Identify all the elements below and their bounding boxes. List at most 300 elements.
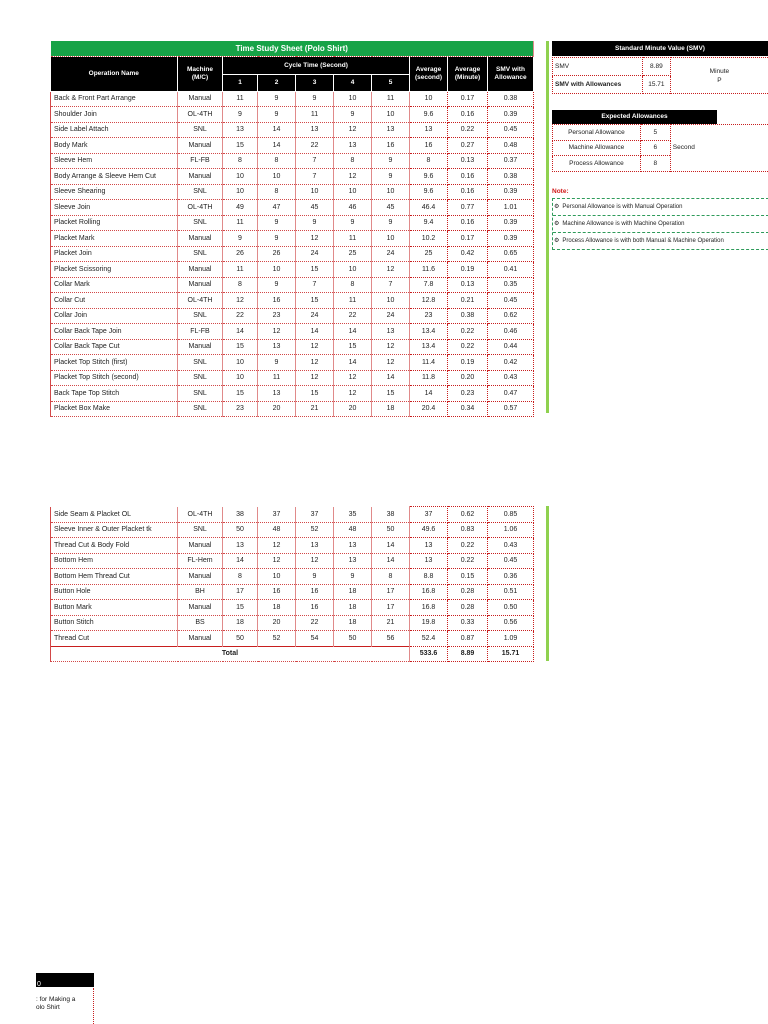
cycle-time-cell: 17: [223, 584, 258, 600]
smv-cell: 0.45: [488, 553, 534, 569]
avg-second-cell: 10.2: [410, 231, 448, 247]
cycle-time-cell: 11: [223, 215, 258, 231]
cycle-time-cell: 13: [223, 122, 258, 138]
operation-name: Bottom Hem Thread Cut: [51, 569, 178, 585]
cycle-time-cell: 13: [258, 339, 296, 355]
smv-cell: 0.51: [488, 584, 534, 600]
cycle-time-cell: 15: [223, 138, 258, 154]
note-item: ⚙ Process Allowance is with both Manual & Machine Operation: [554, 238, 724, 244]
avg-minute-cell: 0.27: [448, 138, 488, 154]
cycle-time-cell: 22: [296, 615, 334, 631]
cycle-time-cell: 9: [334, 107, 372, 123]
thumbnail-caption: : for Making a olo Shirt: [36, 996, 76, 1011]
table-row: [51, 370, 534, 386]
header-avg-minute: Average (Minute): [448, 56, 488, 91]
cycle-time-cell: 12: [372, 355, 410, 371]
machine-cell: OL-4TH: [178, 107, 223, 123]
smv-cell: 0.50: [488, 600, 534, 616]
cycle-time-cell: 52: [258, 631, 296, 647]
machine-cell: FL-FB: [178, 324, 223, 340]
avg-minute-cell: 0.21: [448, 293, 488, 309]
smv-cell: 0.39: [488, 107, 534, 123]
cycle-time-cell: 26: [223, 246, 258, 262]
cycle-time-cell: 15: [296, 386, 334, 402]
operation-name: Side Label Attach: [51, 122, 178, 138]
cycle-time-cell: 14: [334, 355, 372, 371]
cycle-time-cell: 8: [334, 153, 372, 169]
operation-name: Placket Join: [51, 246, 178, 262]
cycle-time-cell: 9: [223, 107, 258, 123]
cycle-time-cell: 15: [223, 339, 258, 355]
cycle-time-cell: 15: [296, 293, 334, 309]
machine-cell: SNL: [178, 386, 223, 402]
header-smv-allowance: SMV with Allowance: [488, 56, 534, 91]
avg-second-cell: 52.4: [410, 631, 448, 647]
operation-name: Collar Back Tape Cut: [51, 339, 178, 355]
cycle-time-cell: 13: [258, 386, 296, 402]
cycle-time-cell: 18: [334, 615, 372, 631]
cycle-time-cell: 9: [372, 153, 410, 169]
personal-allowance-value: 5: [640, 125, 670, 141]
avg-minute-cell: 0.17: [448, 91, 488, 107]
smv-cell: 0.39: [488, 184, 534, 200]
cycle-time-cell: 13: [334, 538, 372, 554]
cycle-time-cell: 12: [334, 370, 372, 386]
cycle-time-cell: 8: [372, 569, 410, 585]
cycle-time-cell: 14: [372, 370, 410, 386]
thumbnail-border: [93, 988, 94, 1024]
cycle-time-cell: 20: [334, 401, 372, 417]
avg-second-cell: 13: [410, 553, 448, 569]
cycle-time-cell: 13: [372, 122, 410, 138]
cycle-time-cell: 14: [258, 138, 296, 154]
cycle-time-cell: 25: [334, 246, 372, 262]
smv-cell: 0.44: [488, 339, 534, 355]
machine-cell: SNL: [178, 355, 223, 371]
cycle-time-cell: 10: [223, 355, 258, 371]
cycle-time-cell: 50: [372, 522, 410, 538]
cycle-time-cell: 12: [296, 553, 334, 569]
cycle-time-cell: 12: [296, 370, 334, 386]
cycle-time-cell: 12: [334, 169, 372, 185]
machine-cell: Manual: [178, 262, 223, 278]
cycle-time-cell: 14: [296, 324, 334, 340]
cycle-time-cell: 22: [223, 308, 258, 324]
cycle-time-cell: 48: [334, 522, 372, 538]
table-row: [51, 507, 534, 523]
cycle-time-cell: 10: [258, 262, 296, 278]
thumbnail-header: 0: [36, 973, 94, 987]
cycle-time-cell: 8: [258, 184, 296, 200]
avg-minute-cell: 0.16: [448, 107, 488, 123]
table-row: [51, 215, 534, 231]
machine-cell: SNL: [178, 401, 223, 417]
total-smv: 15.71: [488, 646, 534, 662]
smv-allowance-label: SMV with Allowances: [553, 76, 643, 94]
machine-cell: Manual: [178, 600, 223, 616]
header-cycle-5: 5: [372, 74, 410, 91]
table-row: [51, 553, 534, 569]
smv-cell: 0.38: [488, 169, 534, 185]
table-row: [51, 153, 534, 169]
cycle-time-cell: 16: [296, 584, 334, 600]
cycle-time-cell: 45: [296, 200, 334, 216]
header-cycle-1: 1: [223, 74, 258, 91]
cycle-time-cell: 18: [258, 600, 296, 616]
header-cycle-2: 2: [258, 74, 296, 91]
avg-second-cell: 46.4: [410, 200, 448, 216]
cycle-time-cell: 7: [296, 277, 334, 293]
cycle-time-cell: 37: [258, 507, 296, 523]
smv-cell: 0.36: [488, 569, 534, 585]
cycle-time-cell: 10: [223, 184, 258, 200]
operation-name: Thread Cut: [51, 631, 178, 647]
machine-cell: Manual: [178, 169, 223, 185]
operation-name: Button Mark: [51, 600, 178, 616]
table-row: [51, 122, 534, 138]
header-machine: Machine (M/C): [178, 56, 223, 91]
table-row: [51, 262, 534, 278]
operation-name: Placket Top Stitch (second): [51, 370, 178, 386]
table-row: [51, 355, 534, 371]
avg-minute-cell: 0.20: [448, 370, 488, 386]
cycle-time-cell: 8: [258, 153, 296, 169]
smv-cell: 0.57: [488, 401, 534, 417]
machine-cell: OL-4TH: [178, 293, 223, 309]
bullet-icon: ⚙: [554, 204, 560, 210]
cycle-time-cell: 37: [296, 507, 334, 523]
cycle-time-cell: 10: [258, 569, 296, 585]
cycle-time-cell: 10: [223, 370, 258, 386]
smv-cell: 0.45: [488, 122, 534, 138]
avg-minute-cell: 0.22: [448, 339, 488, 355]
avg-second-cell: 19.8: [410, 615, 448, 631]
cycle-time-cell: 16: [372, 138, 410, 154]
avg-second-cell: 13.4: [410, 339, 448, 355]
table-row: [51, 386, 534, 402]
smv-cell: 0.45: [488, 293, 534, 309]
cycle-time-cell: 49: [223, 200, 258, 216]
cycle-time-cell: 10: [334, 184, 372, 200]
cycle-time-cell: 11: [223, 91, 258, 107]
machine-cell: SNL: [178, 522, 223, 538]
smv-cell: 0.41: [488, 262, 534, 278]
cycle-time-cell: 15: [372, 386, 410, 402]
avg-minute-cell: 0.22: [448, 538, 488, 554]
note-item: ⚙ Machine Allowance is with Machine Operation: [553, 216, 768, 233]
cycle-time-cell: 10: [372, 107, 410, 123]
cycle-time-cell: 14: [372, 553, 410, 569]
operation-name: Back Tape Top Stitch: [51, 386, 178, 402]
avg-second-cell: 8: [410, 153, 448, 169]
header-cycle-4: 4: [334, 74, 372, 91]
cycle-time-cell: 12: [296, 231, 334, 247]
avg-second-cell: 25: [410, 246, 448, 262]
separator-bar: [546, 506, 549, 661]
cycle-time-cell: 14: [334, 324, 372, 340]
machine-cell: BS: [178, 615, 223, 631]
avg-minute-cell: 0.42: [448, 246, 488, 262]
avg-minute-cell: 0.19: [448, 262, 488, 278]
smv-cell: 1.06: [488, 522, 534, 538]
smv-cell: 0.62: [488, 308, 534, 324]
table-row: [51, 246, 534, 262]
machine-cell: SNL: [178, 122, 223, 138]
operation-name: Sleeve Hem: [51, 153, 178, 169]
cycle-time-cell: 10: [372, 231, 410, 247]
avg-minute-cell: 0.16: [448, 169, 488, 185]
smv-cell: 0.43: [488, 370, 534, 386]
smv-cell: 0.35: [488, 277, 534, 293]
avg-minute-cell: 0.22: [448, 122, 488, 138]
cycle-time-cell: 13: [296, 122, 334, 138]
separator-bar: [546, 41, 549, 413]
operation-name: Bottom Hem: [51, 553, 178, 569]
notes-list: [552, 198, 768, 250]
cycle-time-cell: 9: [258, 91, 296, 107]
avg-second-cell: 49.6: [410, 522, 448, 538]
avg-second-cell: 9.6: [410, 107, 448, 123]
operation-name: Button Stitch: [51, 615, 178, 631]
cycle-time-cell: 9: [372, 169, 410, 185]
sheet-title: Time Study Sheet (Polo Shirt): [51, 41, 534, 56]
time-study-table: [50, 41, 534, 417]
cycle-time-cell: 20: [258, 401, 296, 417]
cycle-time-cell: 13: [334, 138, 372, 154]
avg-second-cell: 13.4: [410, 324, 448, 340]
table-row: [51, 324, 534, 340]
cycle-time-cell: 8: [334, 277, 372, 293]
cycle-time-cell: 9: [334, 215, 372, 231]
avg-minute-cell: 0.87: [448, 631, 488, 647]
operation-name: Collar Cut: [51, 293, 178, 309]
cycle-time-cell: 9: [296, 569, 334, 585]
table-row: [51, 308, 534, 324]
cycle-time-cell: 10: [372, 184, 410, 200]
table-row: [51, 600, 534, 616]
operation-name: Sleeve Inner & Outer Placket tk: [51, 522, 178, 538]
cycle-time-cell: 24: [372, 246, 410, 262]
cycle-time-cell: 13: [334, 553, 372, 569]
table-row: [51, 231, 534, 247]
allowance-row: [553, 125, 768, 141]
avg-second-cell: 11.6: [410, 262, 448, 278]
avg-minute-cell: 0.34: [448, 401, 488, 417]
smv-cell: 0.39: [488, 231, 534, 247]
total-row: [51, 646, 534, 662]
operation-name: Sleeve Join: [51, 200, 178, 216]
cycle-time-cell: 11: [334, 231, 372, 247]
cycle-time-cell: 12: [296, 339, 334, 355]
machine-cell: Manual: [178, 277, 223, 293]
table-row: [51, 107, 534, 123]
avg-second-cell: 16.8: [410, 600, 448, 616]
cycle-time-cell: 17: [372, 584, 410, 600]
avg-minute-cell: 0.16: [448, 184, 488, 200]
machine-cell: SNL: [178, 215, 223, 231]
cycle-time-cell: 18: [334, 584, 372, 600]
cycle-time-cell: 12: [258, 538, 296, 554]
cycle-time-cell: 12: [223, 293, 258, 309]
smv-cell: 1.01: [488, 200, 534, 216]
cycle-time-cell: 9: [296, 91, 334, 107]
operation-name: Back & Front Part Arrange: [51, 91, 178, 107]
cycle-time-cell: 12: [372, 262, 410, 278]
avg-minute-cell: 0.22: [448, 553, 488, 569]
avg-second-cell: 8.8: [410, 569, 448, 585]
avg-second-cell: 11.4: [410, 355, 448, 371]
personal-allowance-label: Personal Allowance: [553, 125, 641, 141]
avg-minute-cell: 0.13: [448, 277, 488, 293]
avg-minute-cell: 0.13: [448, 153, 488, 169]
cycle-time-cell: 47: [258, 200, 296, 216]
cycle-time-cell: 10: [258, 169, 296, 185]
cycle-time-cell: 14: [223, 553, 258, 569]
smv-cell: 0.39: [488, 215, 534, 231]
table-row: [51, 200, 534, 216]
avg-second-cell: 12.8: [410, 293, 448, 309]
cycle-time-cell: 7: [296, 153, 334, 169]
cycle-time-cell: 11: [372, 91, 410, 107]
smv-row: [553, 58, 768, 76]
allowance-unit: Second: [670, 125, 768, 172]
cycle-time-cell: 22: [296, 138, 334, 154]
cycle-time-cell: 12: [258, 553, 296, 569]
machine-cell: Manual: [178, 631, 223, 647]
operation-name: Placket Scissoring: [51, 262, 178, 278]
cycle-time-cell: 18: [223, 615, 258, 631]
machine-cell: OL-4TH: [178, 200, 223, 216]
avg-second-cell: 9.4: [410, 215, 448, 231]
cycle-time-cell: 50: [334, 631, 372, 647]
cycle-time-cell: 15: [296, 262, 334, 278]
table-row: [51, 169, 534, 185]
table-row: [51, 138, 534, 154]
total-avg-second: 533.6: [410, 646, 448, 662]
cycle-time-cell: 13: [296, 538, 334, 554]
total-avg-minute: 8.89: [448, 646, 488, 662]
cycle-time-cell: 21: [372, 615, 410, 631]
cycle-time-cell: 35: [334, 507, 372, 523]
avg-second-cell: 16.8: [410, 584, 448, 600]
cycle-time-cell: 9: [258, 277, 296, 293]
avg-minute-cell: 0.33: [448, 615, 488, 631]
cycle-time-cell: 9: [258, 107, 296, 123]
smv-value: 8.89: [642, 58, 670, 76]
cycle-time-cell: 9: [296, 215, 334, 231]
bullet-icon: ⚙: [554, 238, 560, 244]
cycle-time-cell: 12: [296, 355, 334, 371]
table-row: [51, 277, 534, 293]
table-row: [51, 184, 534, 200]
cycle-time-cell: 16: [258, 293, 296, 309]
cycle-time-cell: 46: [334, 200, 372, 216]
cycle-time-cell: 13: [372, 324, 410, 340]
cycle-time-cell: 14: [372, 538, 410, 554]
operation-name: Collar Back Tape Join: [51, 324, 178, 340]
avg-minute-cell: 0.77: [448, 200, 488, 216]
time-study-table-continued: [50, 506, 534, 662]
cycle-time-cell: 12: [334, 386, 372, 402]
machine-cell: Manual: [178, 231, 223, 247]
operation-name: Side Seam & Placket OL: [51, 507, 178, 523]
note-label: Note:: [552, 188, 569, 195]
machine-cell: SNL: [178, 308, 223, 324]
cycle-time-cell: 16: [258, 584, 296, 600]
machine-cell: FL-FB: [178, 153, 223, 169]
machine-cell: SNL: [178, 246, 223, 262]
avg-second-cell: 13: [410, 122, 448, 138]
machine-cell: SNL: [178, 184, 223, 200]
cycle-time-cell: 11: [334, 293, 372, 309]
cycle-time-cell: 15: [223, 386, 258, 402]
operation-name: Collar Join: [51, 308, 178, 324]
cycle-time-cell: 24: [372, 308, 410, 324]
bullet-icon: ⚙: [554, 221, 560, 227]
operation-name: Body Mark: [51, 138, 178, 154]
machine-cell: Manual: [178, 538, 223, 554]
machine-cell: Manual: [178, 339, 223, 355]
avg-second-cell: 7.8: [410, 277, 448, 293]
smv-panel-title: Standard Minute Value (SMV): [552, 41, 768, 56]
operation-name: Shoulder Join: [51, 107, 178, 123]
cycle-time-cell: 8: [223, 153, 258, 169]
avg-minute-cell: 0.16: [448, 215, 488, 231]
table-row: [51, 339, 534, 355]
avg-second-cell: 14: [410, 386, 448, 402]
process-allowance-value: 8: [640, 156, 670, 172]
table-row: [51, 584, 534, 600]
machine-cell: FL-Hem: [178, 553, 223, 569]
cycle-time-cell: 18: [372, 401, 410, 417]
avg-second-cell: 9.6: [410, 169, 448, 185]
machine-cell: Manual: [178, 91, 223, 107]
cycle-time-cell: 22: [334, 308, 372, 324]
cycle-time-cell: 15: [334, 339, 372, 355]
machine-cell: SNL: [178, 370, 223, 386]
avg-minute-cell: 0.17: [448, 231, 488, 247]
table-row: [51, 401, 534, 417]
cycle-time-cell: 24: [296, 246, 334, 262]
cycle-time-cell: 16: [296, 600, 334, 616]
smv-cell: 0.85: [488, 507, 534, 523]
smv-cell: 0.65: [488, 246, 534, 262]
machine-cell: BH: [178, 584, 223, 600]
table-row: [51, 538, 534, 554]
cycle-time-cell: 11: [223, 262, 258, 278]
smv-cell: 0.38: [488, 91, 534, 107]
operation-name: Body Arrange & Sleeve Hem Cut: [51, 169, 178, 185]
smv-cell: 1.09: [488, 631, 534, 647]
cycle-time-cell: 12: [372, 339, 410, 355]
avg-minute-cell: 0.28: [448, 600, 488, 616]
cycle-time-cell: 17: [372, 600, 410, 616]
cycle-time-cell: 23: [258, 308, 296, 324]
avg-second-cell: 9.6: [410, 184, 448, 200]
cycle-time-cell: 45: [372, 200, 410, 216]
avg-second-cell: 11.8: [410, 370, 448, 386]
avg-minute-cell: 0.23: [448, 386, 488, 402]
avg-minute-cell: 0.62: [448, 507, 488, 523]
cycle-time-cell: 24: [296, 308, 334, 324]
cycle-time-cell: 9: [258, 215, 296, 231]
machine-cell: OL-4TH: [178, 507, 223, 523]
cycle-time-cell: 7: [372, 277, 410, 293]
avg-minute-cell: 0.38: [448, 308, 488, 324]
table-row: [51, 91, 534, 107]
operation-name: Placket Top Stitch (first): [51, 355, 178, 371]
operation-name: Sleeve Shearing: [51, 184, 178, 200]
